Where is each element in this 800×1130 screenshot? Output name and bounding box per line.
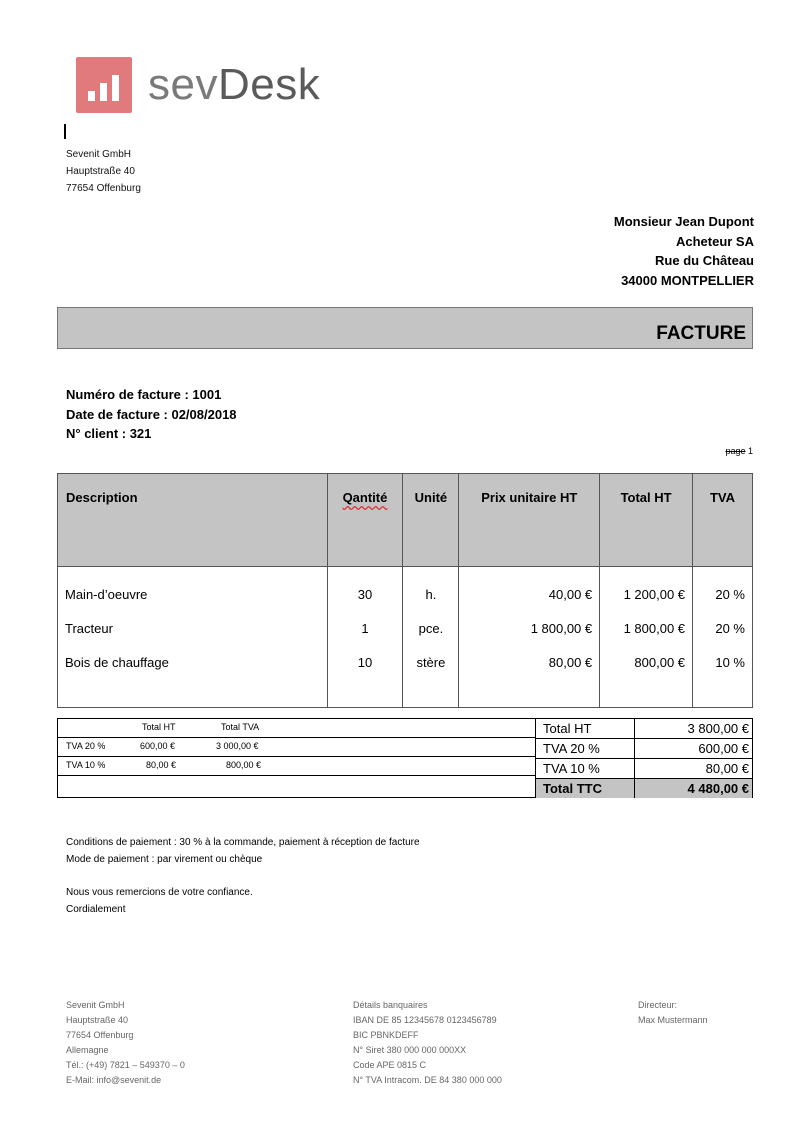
footer-company (66, 998, 185, 1088)
item-quantity: 1 (327, 611, 403, 645)
vat-breakdown-row (58, 738, 536, 757)
footer-line: 77654 Offenburg (66, 1030, 134, 1040)
vat-breakdown-row (58, 757, 536, 776)
client-number: N° client : 321 (66, 426, 152, 441)
item-unit: pce. (403, 611, 459, 645)
invoice-meta (66, 385, 237, 444)
total-row (536, 719, 752, 738)
footer-line: Allemagne (66, 1045, 109, 1055)
item-vat: 20 % (693, 611, 753, 645)
closing-text (66, 884, 253, 918)
total-value: 600,00 € (698, 741, 749, 756)
vat-header-total-ht: Total HT (142, 722, 176, 732)
vat-total-ht: 600,00 € (140, 741, 176, 751)
regards-line: Cordialement (66, 904, 126, 915)
item-vat: 10 % (693, 645, 753, 679)
total-label: TVA 10 % (543, 761, 600, 776)
total-row (536, 738, 752, 758)
table-row (58, 611, 753, 645)
item-unit: stère (403, 645, 459, 679)
table-row (58, 645, 753, 679)
footer-director (638, 998, 708, 1028)
table-row (58, 577, 753, 611)
col-vat: TVA (693, 474, 753, 567)
vat-total-tva: 3 000,00 € (216, 741, 259, 751)
footer-line: BIC PBNKDEFF (353, 1030, 419, 1040)
total-row (536, 758, 752, 778)
item-total: 800,00 € (600, 645, 693, 679)
total-label: Total HT (543, 721, 592, 736)
item-quantity: 30 (327, 577, 403, 611)
footer-line: Hauptstraße 40 (66, 1015, 129, 1025)
item-total: 1 200,00 € (600, 577, 693, 611)
vat-header-total-tva: Total TVA (221, 722, 260, 732)
item-quantity: 10 (327, 645, 403, 679)
footer-line: Directeur: (638, 1000, 678, 1010)
page-value: 1 (747, 446, 753, 456)
page-number (725, 446, 753, 456)
item-description: Main-d’oeuvre (58, 577, 328, 611)
footer-line: Max Mustermann (638, 1015, 708, 1025)
footer-line: E-Mail: info@sevenit.de (66, 1075, 162, 1085)
footer-line: N° Siret 380 000 000 000XX (353, 1045, 467, 1055)
item-description: Tracteur (58, 611, 328, 645)
item-total: 1 800,00 € (600, 611, 693, 645)
logo (76, 57, 320, 113)
total-label: TVA 20 % (543, 741, 600, 756)
recipient-line: Monsieur Jean Dupont (613, 214, 754, 229)
sender-street: Hauptstraße 40 (66, 166, 135, 177)
item-vat: 20 % (693, 577, 753, 611)
payment-conditions (66, 834, 420, 868)
logo-chart-icon (76, 57, 132, 113)
sender-name: Sevenit GmbH (66, 149, 132, 160)
items-table (57, 473, 753, 708)
payment-terms: Conditions de paiement : 30 % à la commande, paiement à réception de facture (66, 837, 420, 848)
footer-line: Code APE 0815 C (353, 1060, 427, 1070)
grand-total-row (536, 778, 752, 798)
total-value: 80,00 € (705, 761, 749, 776)
table-header-row (58, 474, 753, 567)
grand-total-value: 4 480,00 € (687, 781, 749, 796)
document-title-bar (57, 307, 753, 349)
vat-rate: TVA 10 % (66, 760, 106, 770)
thanks-line: Nous vous remercions de votre confiance. (66, 887, 253, 898)
document-title: FACTURE (656, 323, 746, 344)
payment-method: Mode de paiement : par virement ou chèque (66, 854, 263, 865)
item-unit-price: 40,00 € (459, 577, 600, 611)
vat-total-ht: 80,00 € (146, 760, 177, 770)
col-description: Description (58, 474, 328, 567)
item-description: Bois de chauffage (58, 645, 328, 679)
footer-line: N° TVA Intracom. DE 84 380 000 000 (353, 1075, 502, 1085)
invoice-number: Numéro de facture : 1001 (66, 387, 222, 402)
col-unit: Unité (403, 474, 459, 567)
recipient-line: Acheteur SA (675, 233, 754, 249)
footer-line: Sevenit GmbH (66, 1000, 125, 1010)
footer-line: Tél.: (+49) 7821 – 549370 – 0 (66, 1060, 185, 1070)
vat-rate: TVA 20 % (66, 741, 106, 751)
vat-breakdown-header (58, 719, 536, 738)
footer-line: IBAN DE 85 12345678 0123456789 (353, 1015, 497, 1025)
col-unit-price: Prix unitaire HT (459, 474, 600, 567)
recipient-line: Rue du Château (655, 253, 754, 268)
item-unit-price: 80,00 € (459, 645, 600, 679)
footer-bank (353, 998, 502, 1088)
recipient-address (614, 212, 754, 290)
vat-total-tva: 800,00 € (226, 760, 262, 770)
logo-wordmark: sevDesk (148, 60, 321, 109)
invoice-date: Date de facture : 02/08/2018 (66, 406, 237, 422)
item-unit-price: 1 800,00 € (459, 611, 600, 645)
footer-line: Détails banquaires (353, 1000, 428, 1010)
total-value: 3 800,00 € (687, 721, 749, 736)
sender-city: 77654 Offenburg (66, 183, 141, 194)
sender-address (66, 146, 141, 197)
col-total: Total HT (600, 474, 693, 567)
page-label: page (725, 446, 746, 456)
col-quantity: Qantité (327, 474, 403, 567)
item-unit: h. (403, 577, 459, 611)
text-cursor (64, 124, 66, 139)
grand-total-label: Total TTC (543, 781, 602, 796)
recipient-line: 34000 MONTPELLIER (621, 272, 754, 288)
